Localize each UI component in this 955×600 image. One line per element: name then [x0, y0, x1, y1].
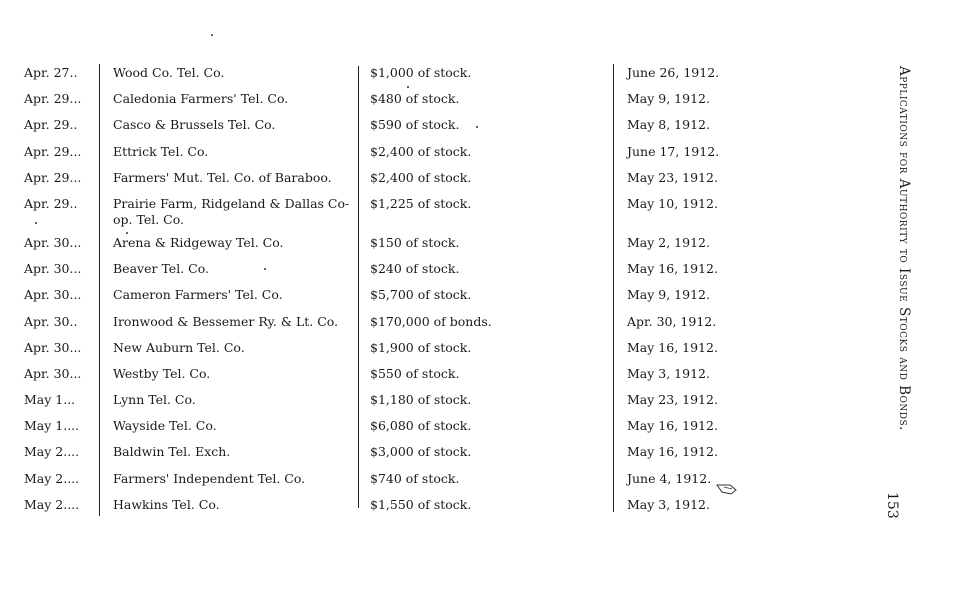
table-row — [0, 314, 850, 340]
approval-date: June 17, 1912. — [627, 143, 720, 159]
authorized-amount: $480 of stock. — [370, 91, 460, 107]
table-row — [0, 235, 850, 261]
company-name: Caledonia Farmers' Tel. Co. — [113, 91, 289, 107]
approval-date: June 4, 1912. — [627, 470, 712, 486]
application-date: Apr. 30.. — [24, 313, 78, 329]
approval-date: May 16, 1912. — [627, 261, 718, 277]
application-date: Apr. 29... — [24, 169, 82, 185]
print-speck — [126, 232, 128, 234]
table-row — [0, 91, 850, 117]
company-name: Hawkins Tel. Co. — [113, 496, 220, 512]
company-name: Casco & Brussels Tel. Co. — [113, 117, 276, 133]
authorized-amount: $1,000 of stock. — [370, 65, 472, 80]
pointing-hand-mark — [716, 482, 738, 496]
company-name: Baldwin Tel. Exch. — [113, 444, 231, 460]
approval-date: May 9, 1912. — [627, 287, 710, 303]
table-row — [0, 340, 850, 366]
table-row — [0, 144, 850, 170]
application-date: Apr. 30... — [24, 234, 82, 250]
company-name: Lynn Tel. Co. — [113, 392, 196, 408]
running-header — [872, 66, 912, 536]
application-date: Apr. 30... — [24, 339, 82, 355]
application-date: Apr. 30... — [24, 287, 82, 303]
print-speck — [476, 126, 478, 128]
table-row — [0, 170, 850, 196]
table-row — [0, 287, 850, 313]
company-name: Prairie Farm, Ridgeland & Dallas Co-op. Tel. Co. — [113, 195, 350, 227]
application-date: May 2.... — [24, 444, 80, 460]
company-name: Cameron Farmers' Tel. Co. — [113, 287, 283, 303]
applications-table — [0, 65, 850, 523]
approval-date: May 16, 1912. — [627, 418, 718, 434]
approval-date: May 2, 1912. — [627, 234, 710, 250]
company-name: Farmers' Mut. Tel. Co. of Baraboo. — [113, 169, 332, 185]
authorized-amount: $170,000 of bonds. — [370, 313, 492, 329]
approval-date: May 10, 1912. — [627, 195, 718, 211]
company-name: Arena & Ridgeway Tel. Co. — [113, 234, 284, 250]
application-date: May 1... — [24, 392, 76, 408]
company-name: Beaver Tel. Co. — [113, 261, 209, 277]
application-date: Apr. 29... — [24, 143, 82, 159]
company-name: Westby Tel. Co. — [113, 365, 211, 381]
company-name: Wayside Tel. Co. — [113, 418, 217, 434]
authorized-amount: $5,700 of stock. — [370, 287, 472, 303]
application-date: May 1.... — [24, 418, 80, 434]
authorized-amount: $550 of stock. — [370, 365, 460, 381]
approval-date: May 9, 1912. — [627, 91, 710, 107]
authorized-amount: $240 of stock. — [370, 261, 460, 277]
table-row — [0, 366, 850, 392]
authorized-amount: $2,400 of stock. — [370, 143, 472, 159]
application-date: May 2.... — [24, 496, 80, 512]
table-row — [0, 392, 850, 418]
application-date: Apr. 29.. — [24, 195, 78, 211]
authorized-amount: $1,550 of stock. — [370, 496, 472, 512]
running-header-text: Applications for Authority to Issue Stocks and Bonds. — [896, 66, 912, 431]
approval-date: May 16, 1912. — [627, 444, 718, 460]
table-row — [0, 261, 850, 287]
table-row — [0, 497, 850, 523]
approval-date: June 26, 1912. — [627, 65, 720, 80]
authorized-amount: $2,400 of stock. — [370, 169, 472, 185]
approval-date: May 3, 1912. — [627, 365, 710, 381]
application-date: Apr. 30... — [24, 365, 82, 381]
authorized-amount: $740 of stock. — [370, 470, 460, 486]
application-date: Apr. 27.. — [24, 65, 78, 80]
approval-date: Apr. 30, 1912. — [627, 313, 717, 329]
company-name: Farmers' Independent Tel. Co. — [113, 470, 306, 486]
print-speck — [264, 268, 266, 270]
print-speck — [211, 34, 213, 36]
application-date: May 2.... — [24, 470, 80, 486]
approval-date: May 3, 1912. — [627, 496, 710, 512]
application-date: Apr. 29... — [24, 91, 82, 107]
company-name: New Auburn Tel. Co. — [113, 339, 245, 355]
company-name: Ettrick Tel. Co. — [113, 143, 209, 159]
application-date: Apr. 30... — [24, 261, 82, 277]
authorized-amount: $6,080 of stock. — [370, 418, 472, 434]
authorized-amount: $1,225 of stock. — [370, 195, 472, 211]
approval-date: May 16, 1912. — [627, 339, 718, 355]
approval-date: May 8, 1912. — [627, 117, 710, 133]
table-row — [0, 65, 850, 91]
table-row — [0, 444, 850, 470]
authorized-amount: $150 of stock. — [370, 234, 460, 250]
table-row — [0, 418, 850, 444]
table-row — [0, 196, 850, 235]
table-row — [0, 117, 850, 143]
approval-date: May 23, 1912. — [627, 392, 718, 408]
company-name: Wood Co. Tel. Co. — [113, 65, 225, 80]
approval-date: May 23, 1912. — [627, 169, 718, 185]
authorized-amount: $1,180 of stock. — [370, 392, 472, 408]
company-name: Ironwood & Bessemer Ry. & Lt. Co. — [113, 313, 339, 329]
authorized-amount: $590 of stock. — [370, 117, 460, 133]
page-number: 153 — [884, 492, 900, 519]
print-speck — [407, 86, 409, 88]
authorized-amount: $1,900 of stock. — [370, 339, 472, 355]
print-speck — [35, 222, 37, 224]
authorized-amount: $3,000 of stock. — [370, 444, 472, 460]
application-date: Apr. 29.. — [24, 117, 78, 133]
